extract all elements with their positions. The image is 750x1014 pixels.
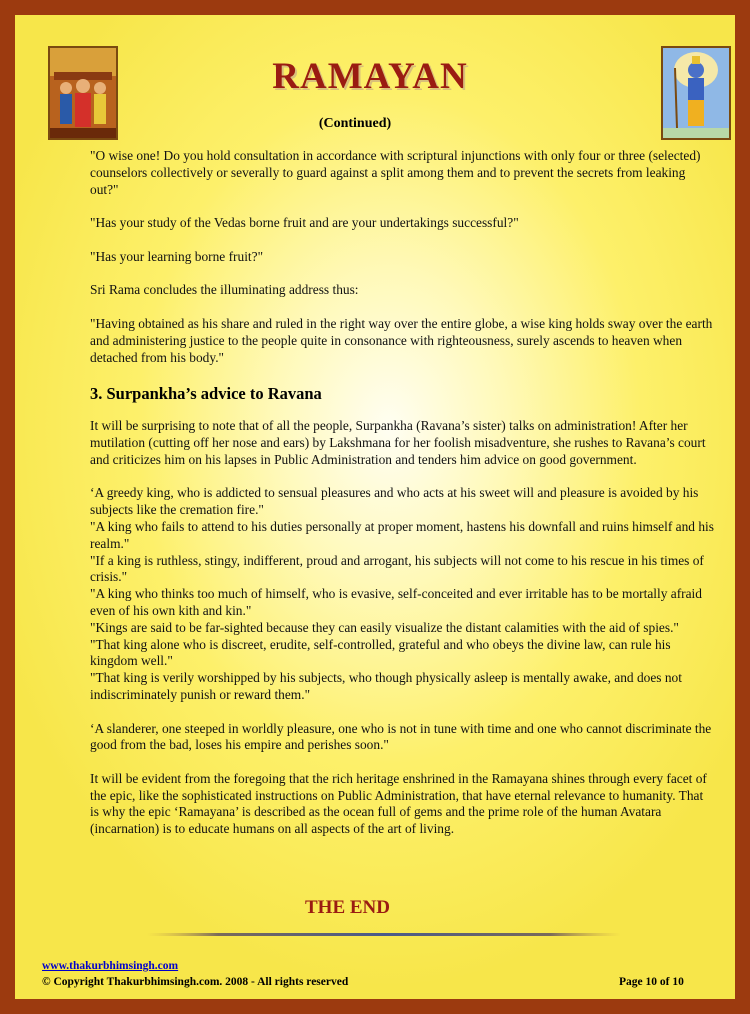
quote-discreet: "That king alone who is discreet, erudite, self-controlled, grateful and who obeys the divine law, can rule his kingdom well." xyxy=(90,636,671,669)
quote-far-sighted: "Kings are said to be far-sighted because they can easily visualize the distant calamities with the aid of spies." xyxy=(90,619,679,635)
paragraph-conclusion: It will be evident from the foregoing that the rich heritage enshrined in the Ramayana shines through every facet of the epic, like the sophisticated instructions on Public Administration, that have eternal relevance to humanity. That is why the epic ‘Ramayana’ is described as the ocean full of gems and the prime role of the human Avatara (incarnation) is to educate humans on all aspects of the art of living. xyxy=(90,770,707,837)
page-subtitle: (Continued) xyxy=(318,116,392,131)
the-end-label: THE END xyxy=(305,897,390,918)
copyright-notice: © Copyright Thakurbhimsingh.com. 2008 - All rights reserved xyxy=(42,976,349,988)
paragraph-rama-concludes: Sri Rama concludes the illuminating address thus: xyxy=(90,282,359,298)
quote-worshipped: "That king is verily worshipped by his subjects, who though physically asleep is mentally awake, and does not indiscriminately punish or reward them." xyxy=(90,670,682,702)
quote-ruthless: "If a king is ruthless, stingy, indifferent, proud and arrogant, his subjects will not come to his rescue in his times of crisis." xyxy=(90,552,704,585)
ram-darbar-painting xyxy=(48,46,118,140)
paragraph-wise-king: "Having obtained as his share and ruled in the right way over the entire globe, a wise king holds sway over the earth and administering justice to the people quite in consonance with righteousness, surely ascends to heaven when detached from his body." xyxy=(90,315,713,365)
quote-self-conceited: "A king who thinks too much of himself, who is evasive, self-conceited and ever irritable has to be mortally afraid even of his own kith and kin." xyxy=(90,586,702,618)
paragraph-vedas: "Has your study of the Vedas borne fruit and are your undertakings successful?" xyxy=(90,215,519,231)
paragraph-slanderer: ‘A slanderer, one steeped in worldly pleasure, one who is not in tune with time and one who cannot discriminate the good from the bad, loses his empire and perishes soon." xyxy=(90,720,712,753)
website-link[interactable]: www.thakurbhimsingh.com xyxy=(42,960,179,972)
quote-duties: "A king who fails to attend to his duties personally at proper moment, hastens his downfall and ruins himself and his realm." xyxy=(90,518,714,551)
page-number: Page 10 of 10 xyxy=(619,976,684,988)
decorative-divider xyxy=(147,932,621,937)
paragraph-learning: "Has your learning borne fruit?" xyxy=(90,248,264,264)
section-heading: 3. Surpankha’s advice to Ravana xyxy=(90,384,322,404)
quote-greedy-king: ‘A greedy king, who is addicted to sensual pleasures and who acts at his sweet will and pleasure is avoided by his subjects like the cremation fire." xyxy=(90,485,699,518)
article-body xyxy=(90,148,715,855)
lord-rama-painting xyxy=(661,46,731,140)
paragraph-counselors: "O wise one! Do you hold consultation in accordance with scriptural injunctions with only four or three (selected) counselors collectively or severally to guard against a split among them and to prevent the secrets from leaking out?" xyxy=(90,148,701,197)
paragraph-surpankha-intro: It will be surprising to note that of all the people, Surpankha (Ravana’s sister) talks on administration! After her mutilation (cutting off her nose and ears) by Lakshmana for her foolish misadventure, she rushes to Ravana’s court and criticizes him on his lapses in Public Administration and tenders him advice on good government. xyxy=(90,418,706,467)
page-title: RAMAYAN xyxy=(272,56,468,97)
